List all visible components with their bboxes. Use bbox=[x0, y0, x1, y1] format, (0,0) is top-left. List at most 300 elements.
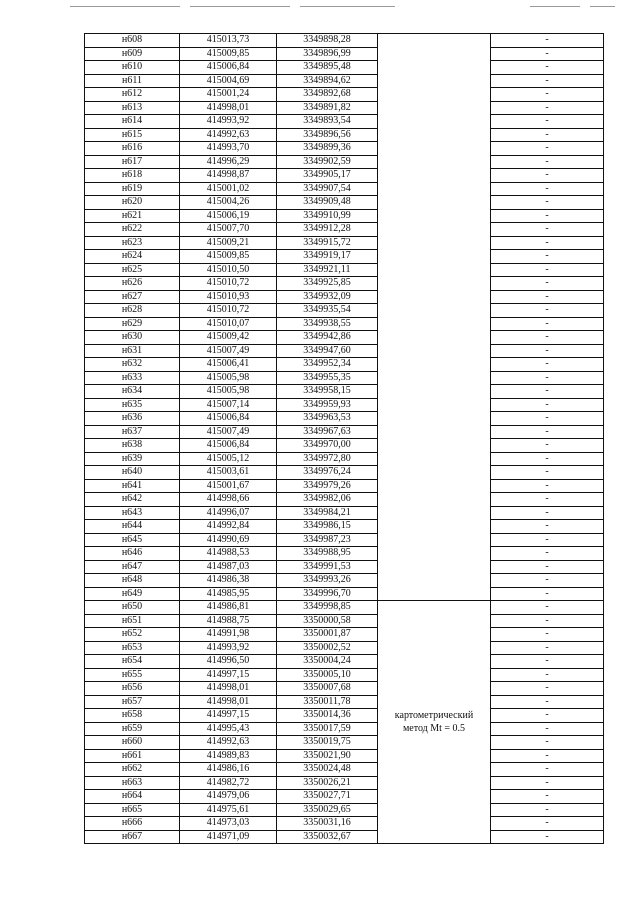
point-id-cell: н664 bbox=[85, 790, 180, 804]
accuracy-cell: - bbox=[491, 263, 604, 277]
point-id-cell: н618 bbox=[85, 169, 180, 183]
x-coordinate-cell: 415005,12 bbox=[180, 452, 277, 466]
x-coordinate-cell: 415010,07 bbox=[180, 317, 277, 331]
y-coordinate-cell: 3349996,70 bbox=[277, 587, 378, 601]
accuracy-cell: - bbox=[491, 385, 604, 399]
x-coordinate-cell: 415004,69 bbox=[180, 74, 277, 88]
x-coordinate-cell: 414991,98 bbox=[180, 628, 277, 642]
y-coordinate-cell: 3350032,67 bbox=[277, 830, 378, 844]
x-coordinate-cell: 415001,24 bbox=[180, 88, 277, 102]
point-id-cell: н623 bbox=[85, 236, 180, 250]
x-coordinate-cell: 415013,73 bbox=[180, 34, 277, 48]
x-coordinate-cell: 415006,41 bbox=[180, 358, 277, 372]
accuracy-cell: - bbox=[491, 115, 604, 129]
y-coordinate-cell: 3349935,54 bbox=[277, 304, 378, 318]
accuracy-cell: - bbox=[491, 398, 604, 412]
table-row bbox=[85, 371, 604, 385]
table-row bbox=[85, 547, 604, 561]
table-row bbox=[85, 560, 604, 574]
x-coordinate-cell: 415005,98 bbox=[180, 385, 277, 399]
table-row bbox=[85, 817, 604, 831]
accuracy-cell: - bbox=[491, 142, 604, 156]
accuracy-cell: - bbox=[491, 128, 604, 142]
x-coordinate-cell: 415009,42 bbox=[180, 331, 277, 345]
accuracy-cell: - bbox=[491, 790, 604, 804]
point-id-cell: н634 bbox=[85, 385, 180, 399]
table-row bbox=[85, 236, 604, 250]
accuracy-cell: - bbox=[491, 101, 604, 115]
accuracy-cell: - bbox=[491, 614, 604, 628]
x-coordinate-cell: 415010,50 bbox=[180, 263, 277, 277]
accuracy-cell: - bbox=[491, 452, 604, 466]
table-row bbox=[85, 304, 604, 318]
point-id-cell: н619 bbox=[85, 182, 180, 196]
accuracy-cell: - bbox=[491, 439, 604, 453]
x-coordinate-cell: 414982,72 bbox=[180, 776, 277, 790]
x-coordinate-cell: 415007,49 bbox=[180, 425, 277, 439]
table-row bbox=[85, 398, 604, 412]
y-coordinate-cell: 3350001,87 bbox=[277, 628, 378, 642]
x-coordinate-cell: 414996,29 bbox=[180, 155, 277, 169]
y-coordinate-cell: 3349982,06 bbox=[277, 493, 378, 507]
y-coordinate-cell: 3350026,21 bbox=[277, 776, 378, 790]
accuracy-cell: - bbox=[491, 547, 604, 561]
y-coordinate-cell: 3349979,26 bbox=[277, 479, 378, 493]
y-coordinate-cell: 3350017,59 bbox=[277, 722, 378, 736]
table-row bbox=[85, 344, 604, 358]
x-coordinate-cell: 414996,07 bbox=[180, 506, 277, 520]
accuracy-cell: - bbox=[491, 533, 604, 547]
x-coordinate-cell: 414985,95 bbox=[180, 587, 277, 601]
table-row bbox=[85, 790, 604, 804]
point-id-cell: н611 bbox=[85, 74, 180, 88]
accuracy-cell: - bbox=[491, 601, 604, 615]
x-coordinate-cell: 414971,09 bbox=[180, 830, 277, 844]
point-id-cell: н608 bbox=[85, 34, 180, 48]
x-coordinate-cell: 415003,61 bbox=[180, 466, 277, 480]
accuracy-cell: - bbox=[491, 344, 604, 358]
table-row bbox=[85, 776, 604, 790]
accuracy-cell: - bbox=[491, 641, 604, 655]
table-row bbox=[85, 439, 604, 453]
y-coordinate-cell: 3349915,72 bbox=[277, 236, 378, 250]
table-row bbox=[85, 736, 604, 750]
y-coordinate-cell: 3349955,35 bbox=[277, 371, 378, 385]
x-coordinate-cell: 415005,98 bbox=[180, 371, 277, 385]
point-id-cell: н622 bbox=[85, 223, 180, 237]
point-id-cell: н659 bbox=[85, 722, 180, 736]
accuracy-cell: - bbox=[491, 655, 604, 669]
y-coordinate-cell: 3349899,36 bbox=[277, 142, 378, 156]
y-coordinate-cell: 3350027,71 bbox=[277, 790, 378, 804]
point-id-cell: н667 bbox=[85, 830, 180, 844]
x-coordinate-cell: 414998,01 bbox=[180, 695, 277, 709]
x-coordinate-cell: 414986,16 bbox=[180, 763, 277, 777]
point-id-cell: н609 bbox=[85, 47, 180, 61]
table-row bbox=[85, 196, 604, 210]
point-id-cell: н648 bbox=[85, 574, 180, 588]
y-coordinate-cell: 3349898,28 bbox=[277, 34, 378, 48]
x-coordinate-cell: 415010,93 bbox=[180, 290, 277, 304]
y-coordinate-cell: 3349912,28 bbox=[277, 223, 378, 237]
y-coordinate-cell: 3349976,24 bbox=[277, 466, 378, 480]
table-row bbox=[85, 115, 604, 129]
x-coordinate-cell: 414988,53 bbox=[180, 547, 277, 561]
table-row bbox=[85, 830, 604, 844]
table-row bbox=[85, 263, 604, 277]
y-coordinate-cell: 3350002,52 bbox=[277, 641, 378, 655]
x-coordinate-cell: 414995,43 bbox=[180, 722, 277, 736]
accuracy-cell: - bbox=[491, 61, 604, 75]
x-coordinate-cell: 414996,50 bbox=[180, 655, 277, 669]
accuracy-cell: - bbox=[491, 331, 604, 345]
y-coordinate-cell: 3349907,54 bbox=[277, 182, 378, 196]
table-row bbox=[85, 209, 604, 223]
x-coordinate-cell: 414987,03 bbox=[180, 560, 277, 574]
y-coordinate-cell: 3350000,58 bbox=[277, 614, 378, 628]
y-coordinate-cell: 3350029,65 bbox=[277, 803, 378, 817]
point-id-cell: н632 bbox=[85, 358, 180, 372]
x-coordinate-cell: 415007,49 bbox=[180, 344, 277, 358]
point-id-cell: н646 bbox=[85, 547, 180, 561]
point-id-cell: н665 bbox=[85, 803, 180, 817]
table-row bbox=[85, 479, 604, 493]
point-id-cell: н626 bbox=[85, 277, 180, 291]
point-id-cell: н617 bbox=[85, 155, 180, 169]
y-coordinate-cell: 3349942,86 bbox=[277, 331, 378, 345]
table-row bbox=[85, 47, 604, 61]
accuracy-cell: - bbox=[491, 317, 604, 331]
accuracy-cell: - bbox=[491, 290, 604, 304]
table-row bbox=[85, 614, 604, 628]
x-coordinate-cell: 414998,87 bbox=[180, 169, 277, 183]
accuracy-cell: - bbox=[491, 277, 604, 291]
x-coordinate-cell: 414975,61 bbox=[180, 803, 277, 817]
point-id-cell: н652 bbox=[85, 628, 180, 642]
accuracy-cell: - bbox=[491, 587, 604, 601]
table-row bbox=[85, 466, 604, 480]
y-coordinate-cell: 3349952,34 bbox=[277, 358, 378, 372]
table-row bbox=[85, 709, 604, 723]
accuracy-cell: - bbox=[491, 803, 604, 817]
point-id-cell: н644 bbox=[85, 520, 180, 534]
accuracy-cell: - bbox=[491, 817, 604, 831]
y-coordinate-cell: 3349892,68 bbox=[277, 88, 378, 102]
point-id-cell: н614 bbox=[85, 115, 180, 129]
point-id-cell: н651 bbox=[85, 614, 180, 628]
accuracy-cell: - bbox=[491, 520, 604, 534]
x-coordinate-cell: 415010,72 bbox=[180, 277, 277, 291]
x-coordinate-cell: 414992,63 bbox=[180, 128, 277, 142]
x-coordinate-cell: 415007,70 bbox=[180, 223, 277, 237]
table-row bbox=[85, 250, 604, 264]
point-id-cell: н653 bbox=[85, 641, 180, 655]
accuracy-cell: - bbox=[491, 506, 604, 520]
point-id-cell: н663 bbox=[85, 776, 180, 790]
method-text-line-1: картометрический bbox=[394, 710, 474, 721]
y-coordinate-cell: 3350024,48 bbox=[277, 763, 378, 777]
table-row bbox=[85, 142, 604, 156]
table-row bbox=[85, 668, 604, 682]
table-row bbox=[85, 601, 604, 615]
point-id-cell: н658 bbox=[85, 709, 180, 723]
point-id-cell: н637 bbox=[85, 425, 180, 439]
table-row bbox=[85, 641, 604, 655]
table-row bbox=[85, 533, 604, 547]
x-coordinate-cell: 414988,75 bbox=[180, 614, 277, 628]
x-coordinate-cell: 415010,72 bbox=[180, 304, 277, 318]
table-row bbox=[85, 628, 604, 642]
accuracy-cell: - bbox=[491, 682, 604, 696]
y-coordinate-cell: 3349991,53 bbox=[277, 560, 378, 574]
table-row bbox=[85, 587, 604, 601]
point-id-cell: н624 bbox=[85, 250, 180, 264]
x-coordinate-cell: 414990,69 bbox=[180, 533, 277, 547]
point-id-cell: н621 bbox=[85, 209, 180, 223]
point-id-cell: н656 bbox=[85, 682, 180, 696]
y-coordinate-cell: 3350005,10 bbox=[277, 668, 378, 682]
x-coordinate-cell: 415004,26 bbox=[180, 196, 277, 210]
table-row bbox=[85, 763, 604, 777]
y-coordinate-cell: 3349891,82 bbox=[277, 101, 378, 115]
point-id-cell: н625 bbox=[85, 263, 180, 277]
point-id-cell: н613 bbox=[85, 101, 180, 115]
method-cell-empty bbox=[378, 34, 491, 601]
y-coordinate-cell: 3349972,80 bbox=[277, 452, 378, 466]
table-row bbox=[85, 506, 604, 520]
y-coordinate-cell: 3350021,90 bbox=[277, 749, 378, 763]
y-coordinate-cell: 3349921,11 bbox=[277, 263, 378, 277]
accuracy-cell: - bbox=[491, 695, 604, 709]
y-coordinate-cell: 3349987,23 bbox=[277, 533, 378, 547]
accuracy-cell: - bbox=[491, 749, 604, 763]
point-id-cell: н660 bbox=[85, 736, 180, 750]
table-row bbox=[85, 749, 604, 763]
x-coordinate-cell: 414997,15 bbox=[180, 668, 277, 682]
x-coordinate-cell: 414986,81 bbox=[180, 601, 277, 615]
table-row bbox=[85, 452, 604, 466]
y-coordinate-cell: 3350031,16 bbox=[277, 817, 378, 831]
point-id-cell: н633 bbox=[85, 371, 180, 385]
point-id-cell: н615 bbox=[85, 128, 180, 142]
accuracy-cell: - bbox=[491, 182, 604, 196]
table-row bbox=[85, 722, 604, 736]
y-coordinate-cell: 3350014,36 bbox=[277, 709, 378, 723]
accuracy-cell: - bbox=[491, 560, 604, 574]
y-coordinate-cell: 3349909,48 bbox=[277, 196, 378, 210]
table-row bbox=[85, 317, 604, 331]
y-coordinate-cell: 3350007,68 bbox=[277, 682, 378, 696]
point-id-cell: н643 bbox=[85, 506, 180, 520]
method-text-line-2: метод Mt = 0.5 bbox=[402, 723, 466, 734]
y-coordinate-cell: 3349938,55 bbox=[277, 317, 378, 331]
point-id-cell: н641 bbox=[85, 479, 180, 493]
accuracy-cell: - bbox=[491, 776, 604, 790]
table-row bbox=[85, 493, 604, 507]
accuracy-cell: - bbox=[491, 250, 604, 264]
accuracy-cell: - bbox=[491, 74, 604, 88]
accuracy-cell: - bbox=[491, 493, 604, 507]
x-coordinate-cell: 414973,03 bbox=[180, 817, 277, 831]
accuracy-cell: - bbox=[491, 736, 604, 750]
x-coordinate-cell: 414993,70 bbox=[180, 142, 277, 156]
x-coordinate-cell: 414998,66 bbox=[180, 493, 277, 507]
point-id-cell: н650 bbox=[85, 601, 180, 615]
table-row bbox=[85, 425, 604, 439]
y-coordinate-cell: 3349902,59 bbox=[277, 155, 378, 169]
point-id-cell: н612 bbox=[85, 88, 180, 102]
point-id-cell: н628 bbox=[85, 304, 180, 318]
table-row bbox=[85, 574, 604, 588]
accuracy-cell: - bbox=[491, 371, 604, 385]
x-coordinate-cell: 415001,67 bbox=[180, 479, 277, 493]
accuracy-cell: - bbox=[491, 88, 604, 102]
point-id-cell: н645 bbox=[85, 533, 180, 547]
accuracy-cell: - bbox=[491, 722, 604, 736]
accuracy-cell: - bbox=[491, 47, 604, 61]
x-coordinate-cell: 414993,92 bbox=[180, 115, 277, 129]
y-coordinate-cell: 3349893,54 bbox=[277, 115, 378, 129]
accuracy-cell: - bbox=[491, 304, 604, 318]
y-coordinate-cell: 3350004,24 bbox=[277, 655, 378, 669]
accuracy-cell: - bbox=[491, 34, 604, 48]
x-coordinate-cell: 415006,19 bbox=[180, 209, 277, 223]
table-row bbox=[85, 385, 604, 399]
table-row bbox=[85, 520, 604, 534]
coordinates-table-body bbox=[85, 34, 604, 844]
accuracy-cell: - bbox=[491, 236, 604, 250]
y-coordinate-cell: 3349963,53 bbox=[277, 412, 378, 426]
x-coordinate-cell: 414979,06 bbox=[180, 790, 277, 804]
y-coordinate-cell: 3349947,60 bbox=[277, 344, 378, 358]
accuracy-cell: - bbox=[491, 668, 604, 682]
accuracy-cell: - bbox=[491, 628, 604, 642]
accuracy-cell: - bbox=[491, 358, 604, 372]
table-row bbox=[85, 695, 604, 709]
point-id-cell: н657 bbox=[85, 695, 180, 709]
accuracy-cell: - bbox=[491, 412, 604, 426]
x-coordinate-cell: 414989,83 bbox=[180, 749, 277, 763]
y-coordinate-cell: 3349967,63 bbox=[277, 425, 378, 439]
y-coordinate-cell: 3349932,09 bbox=[277, 290, 378, 304]
table-row bbox=[85, 61, 604, 75]
y-coordinate-cell: 3349896,56 bbox=[277, 128, 378, 142]
y-coordinate-cell: 3350011,78 bbox=[277, 695, 378, 709]
point-id-cell: н616 bbox=[85, 142, 180, 156]
x-coordinate-cell: 414998,01 bbox=[180, 682, 277, 696]
accuracy-cell: - bbox=[491, 196, 604, 210]
accuracy-cell: - bbox=[491, 425, 604, 439]
table-row bbox=[85, 88, 604, 102]
y-coordinate-cell: 3349895,48 bbox=[277, 61, 378, 75]
point-id-cell: н666 bbox=[85, 817, 180, 831]
point-id-cell: н654 bbox=[85, 655, 180, 669]
accuracy-cell: - bbox=[491, 479, 604, 493]
x-coordinate-cell: 414993,92 bbox=[180, 641, 277, 655]
table-row bbox=[85, 331, 604, 345]
y-coordinate-cell: 3349970,00 bbox=[277, 439, 378, 453]
y-coordinate-cell: 3349959,93 bbox=[277, 398, 378, 412]
table-row bbox=[85, 74, 604, 88]
point-id-cell: н647 bbox=[85, 560, 180, 574]
point-id-cell: н620 bbox=[85, 196, 180, 210]
x-coordinate-cell: 414986,38 bbox=[180, 574, 277, 588]
table-row bbox=[85, 655, 604, 669]
accuracy-cell: - bbox=[491, 223, 604, 237]
table-row bbox=[85, 277, 604, 291]
point-id-cell: н627 bbox=[85, 290, 180, 304]
accuracy-cell: - bbox=[491, 574, 604, 588]
coordinates-table bbox=[84, 33, 604, 844]
y-coordinate-cell: 3349925,85 bbox=[277, 277, 378, 291]
x-coordinate-cell: 415006,84 bbox=[180, 412, 277, 426]
table-row bbox=[85, 182, 604, 196]
x-coordinate-cell: 414992,63 bbox=[180, 736, 277, 750]
point-id-cell: н630 bbox=[85, 331, 180, 345]
point-id-cell: н649 bbox=[85, 587, 180, 601]
x-coordinate-cell: 415009,85 bbox=[180, 47, 277, 61]
x-coordinate-cell: 415009,85 bbox=[180, 250, 277, 264]
y-coordinate-cell: 3349988,95 bbox=[277, 547, 378, 561]
y-coordinate-cell: 3349984,21 bbox=[277, 506, 378, 520]
table-row bbox=[85, 358, 604, 372]
table-row bbox=[85, 128, 604, 142]
point-id-cell: н642 bbox=[85, 493, 180, 507]
point-id-cell: н640 bbox=[85, 466, 180, 480]
method-cell bbox=[378, 601, 491, 844]
accuracy-cell: - bbox=[491, 169, 604, 183]
point-id-cell: н639 bbox=[85, 452, 180, 466]
accuracy-cell: - bbox=[491, 763, 604, 777]
x-coordinate-cell: 415007,14 bbox=[180, 398, 277, 412]
point-id-cell: н629 bbox=[85, 317, 180, 331]
y-coordinate-cell: 3349919,17 bbox=[277, 250, 378, 264]
point-id-cell: н655 bbox=[85, 668, 180, 682]
x-coordinate-cell: 415001,02 bbox=[180, 182, 277, 196]
accuracy-cell: - bbox=[491, 830, 604, 844]
point-id-cell: н636 bbox=[85, 412, 180, 426]
y-coordinate-cell: 3349958,15 bbox=[277, 385, 378, 399]
accuracy-cell: - bbox=[491, 709, 604, 723]
x-coordinate-cell: 414997,15 bbox=[180, 709, 277, 723]
y-coordinate-cell: 3349986,15 bbox=[277, 520, 378, 534]
x-coordinate-cell: 414992,84 bbox=[180, 520, 277, 534]
y-coordinate-cell: 3349910,99 bbox=[277, 209, 378, 223]
point-id-cell: н610 bbox=[85, 61, 180, 75]
y-coordinate-cell: 3349894,62 bbox=[277, 74, 378, 88]
table-row bbox=[85, 412, 604, 426]
y-coordinate-cell: 3350019,75 bbox=[277, 736, 378, 750]
table-row bbox=[85, 34, 604, 48]
table-row bbox=[85, 682, 604, 696]
table-row bbox=[85, 101, 604, 115]
accuracy-cell: - bbox=[491, 466, 604, 480]
table-row bbox=[85, 155, 604, 169]
x-coordinate-cell: 415006,84 bbox=[180, 439, 277, 453]
table-row bbox=[85, 290, 604, 304]
y-coordinate-cell: 3349896,99 bbox=[277, 47, 378, 61]
point-id-cell: н661 bbox=[85, 749, 180, 763]
table-row bbox=[85, 223, 604, 237]
point-id-cell: н635 bbox=[85, 398, 180, 412]
top-scan-marks bbox=[0, 0, 640, 14]
point-id-cell: н638 bbox=[85, 439, 180, 453]
accuracy-cell: - bbox=[491, 209, 604, 223]
table-row bbox=[85, 169, 604, 183]
table-row bbox=[85, 803, 604, 817]
x-coordinate-cell: 415006,84 bbox=[180, 61, 277, 75]
accuracy-cell: - bbox=[491, 155, 604, 169]
